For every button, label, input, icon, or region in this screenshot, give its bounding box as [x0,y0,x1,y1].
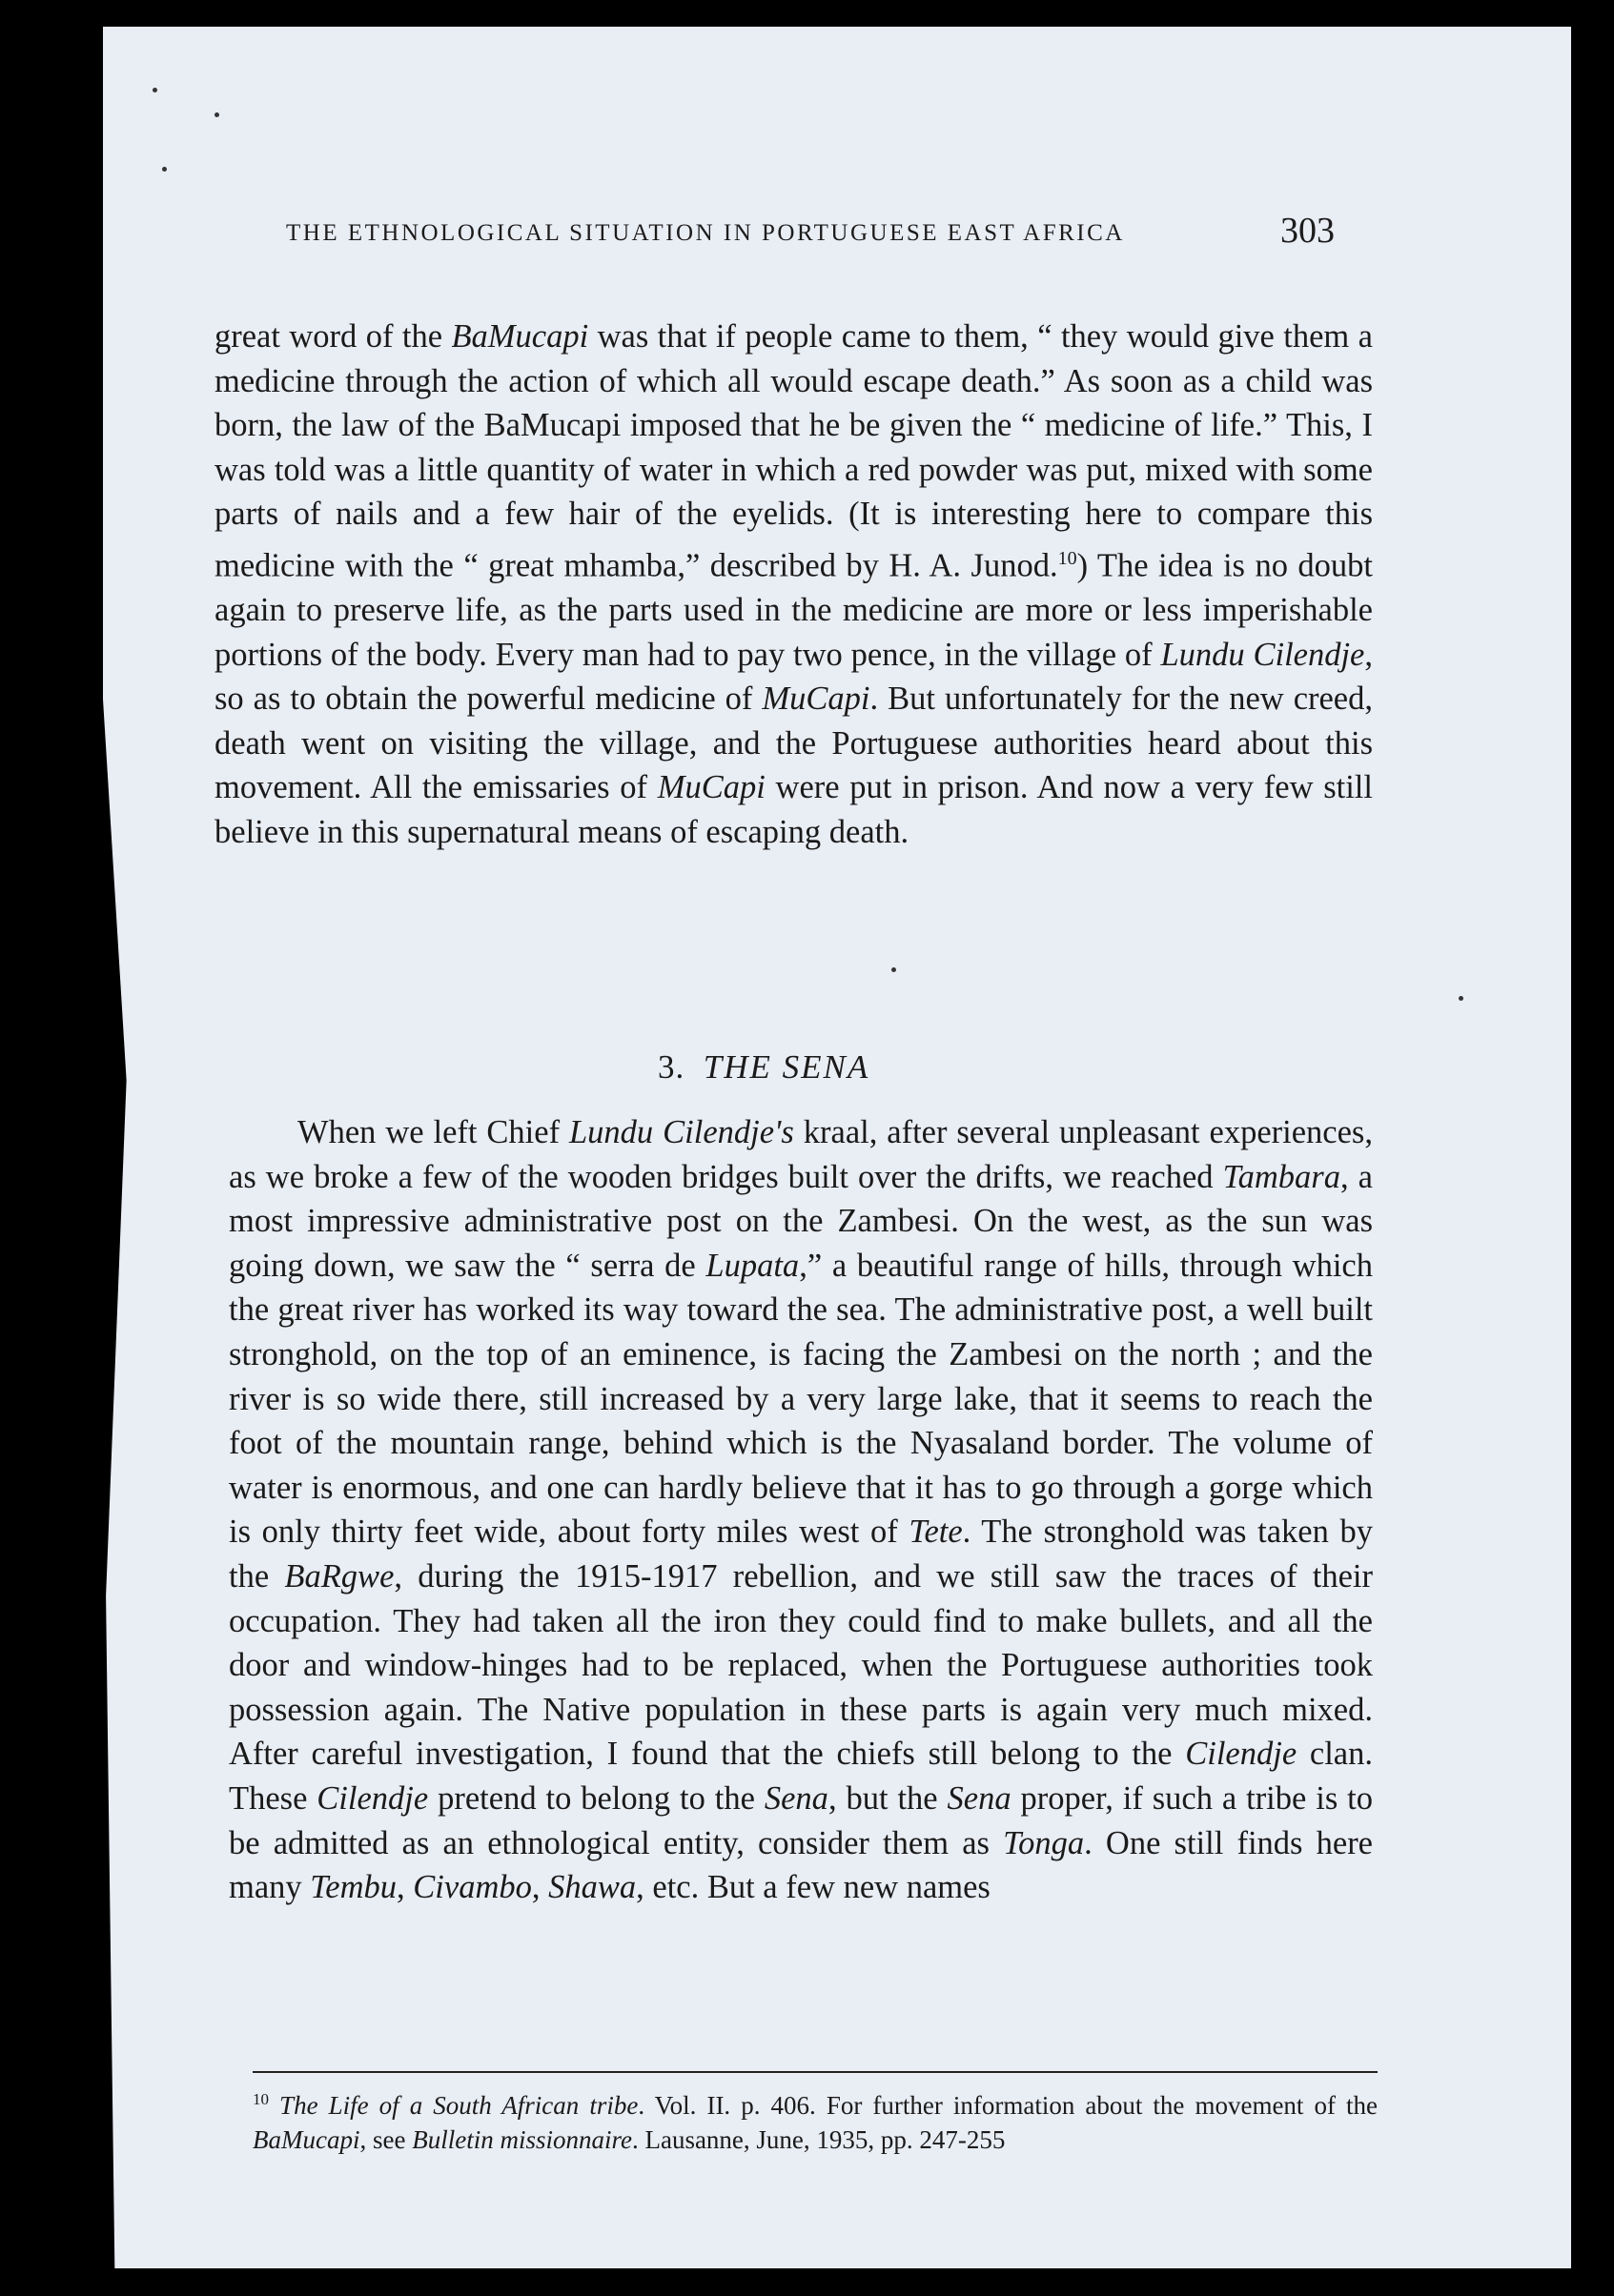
text-run: pretend to belong to the [428,1779,765,1817]
footnote-divider [253,2071,1378,2073]
footnote-ref: 10 [1057,547,1077,569]
italic-run: Tete [909,1514,963,1551]
text-run: . But unfortunately for the new creed, death went on visiting the village, and the Portuguese authorities heard about this movement. All the emissaries of [215,681,1373,806]
text-run: , during the 1915-1917 rebellion, and we still saw the traces of their occupation. They had taken all the iron they could find to make bullets, and all the door and window-hinges had to be replaced, when the Portuguese authorities took possession again. The Native population in these parts is again very much mixed. After careful investigation, I found that the chiefs still belong to the [229,1557,1373,1773]
text-run: ) The idea is no doubt again to preserve life, as the parts used in the medicine are more or less imperishable portions of the body. Every man had to pay two pence, in the village of [215,547,1374,673]
text-run: ,” a beautiful range of hills, through which the great river has worked its way toward the sea. The administrative post, a well built stronghold, on the top of an eminence, is facing the Zambesi on the north ; and the river is so wide there, still increased by a very large lake, that it seems to reach the foot of the mountain range, behind which is the Nyasaland border. The volume of water is enormous, and one can hardly believe that it has to go through a gorge which is only thirty feet wide, about forty miles west of [229,1247,1373,1551]
text-run: , [531,1869,549,1906]
text-run: kraal, after several unpleasant experiences, as we broke a few of the wooden bridges built over the drifts, we reached [229,1114,1373,1195]
speck [162,167,167,172]
footnote-mark: 10 [253,2090,269,2108]
italic-run: BaMucapi [253,2125,360,2154]
italic-run: Civambo [413,1869,532,1906]
speck [215,112,219,117]
text-run: were put in prison. And now a very few still believe in this supernatural means of escaping death. [215,769,1373,851]
text-run: , [397,1869,414,1906]
text-run: great word of the [215,318,452,355]
section-heading [658,1048,869,1087]
italic-run: Tembu [310,1869,398,1906]
italic-run: BaMucapi [451,318,589,355]
italic-run: Tonga [1003,1824,1085,1861]
italic-run: Cilendje [317,1779,429,1817]
page-number: 303 [1280,211,1335,251]
text-run: proper, if such a tribe is to be admitted as an ethnological entity, consider them as [229,1779,1373,1861]
text-run: When we left Chief [297,1114,569,1150]
italic-run: Sena [947,1779,1011,1817]
section-number: 3. [658,1048,685,1086]
italic-run: MuCapi [762,681,870,718]
italic-run: Bulletin missionnaire [412,2125,632,2154]
italic-run: Lupata [705,1247,800,1284]
text-run: . Vol. II. p. 406. For further information about the movement of the [638,2091,1379,2120]
italic-run: Tambara [1222,1158,1340,1195]
italic-run: Lundu Cilendje [1160,636,1365,673]
text-run: . Lausanne, June, 1935, pp. 247-255 [631,2125,1006,2154]
text-run: clan. These [229,1736,1373,1817]
text-run: , etc. But a few new names [636,1869,991,1906]
text-run: . One still finds here many [229,1824,1373,1906]
section-title: THE SENA [703,1048,870,1086]
running-header [286,211,1335,251]
speck [153,88,157,92]
text-run: . The stronghold was taken by the [229,1514,1373,1595]
paragraph-2 [229,1110,1373,1910]
italic-run: Shawa [548,1869,637,1906]
italic-run: Sena [764,1779,828,1817]
italic-run: BaRgwe [284,1557,395,1595]
italic-run: MuCapi [657,769,766,806]
speck [1459,996,1463,1001]
italic-run: The Life of a South African tribe [279,2091,639,2120]
italic-run: Cilendje [1185,1736,1297,1773]
footnote [253,2083,1378,2157]
speck [891,967,896,972]
text-run: was that if people came to them, “ they would give them a medicine through the action of which all would escape death.” As soon as a child was born, the law of the BaMucapi imposed that he be given the “ medicine of life.” This, I was told was a little quantity of water in which a red powder was put, mixed with some parts of nails and a few hair of the eyelids. (It is interesting here to compare this medicine with the “ great mhamba,” described by H. A. Junod. [215,318,1373,584]
running-title: THE ETHNOLOGICAL SITUATION IN PORTUGUESE EAST AFRICA [286,220,1125,246]
text-run: , a most impressive administrative post on the Zambesi. On the west, as the sun was going down, we saw the “ serra de [229,1158,1373,1284]
text-run: , see [359,2125,413,2154]
paragraph-1 [215,315,1373,855]
text-run: , but the [827,1779,948,1817]
italic-run: Lundu Cilendje's [569,1114,794,1150]
text-run: , so as to obtain the powerful medicine of [215,636,1373,718]
